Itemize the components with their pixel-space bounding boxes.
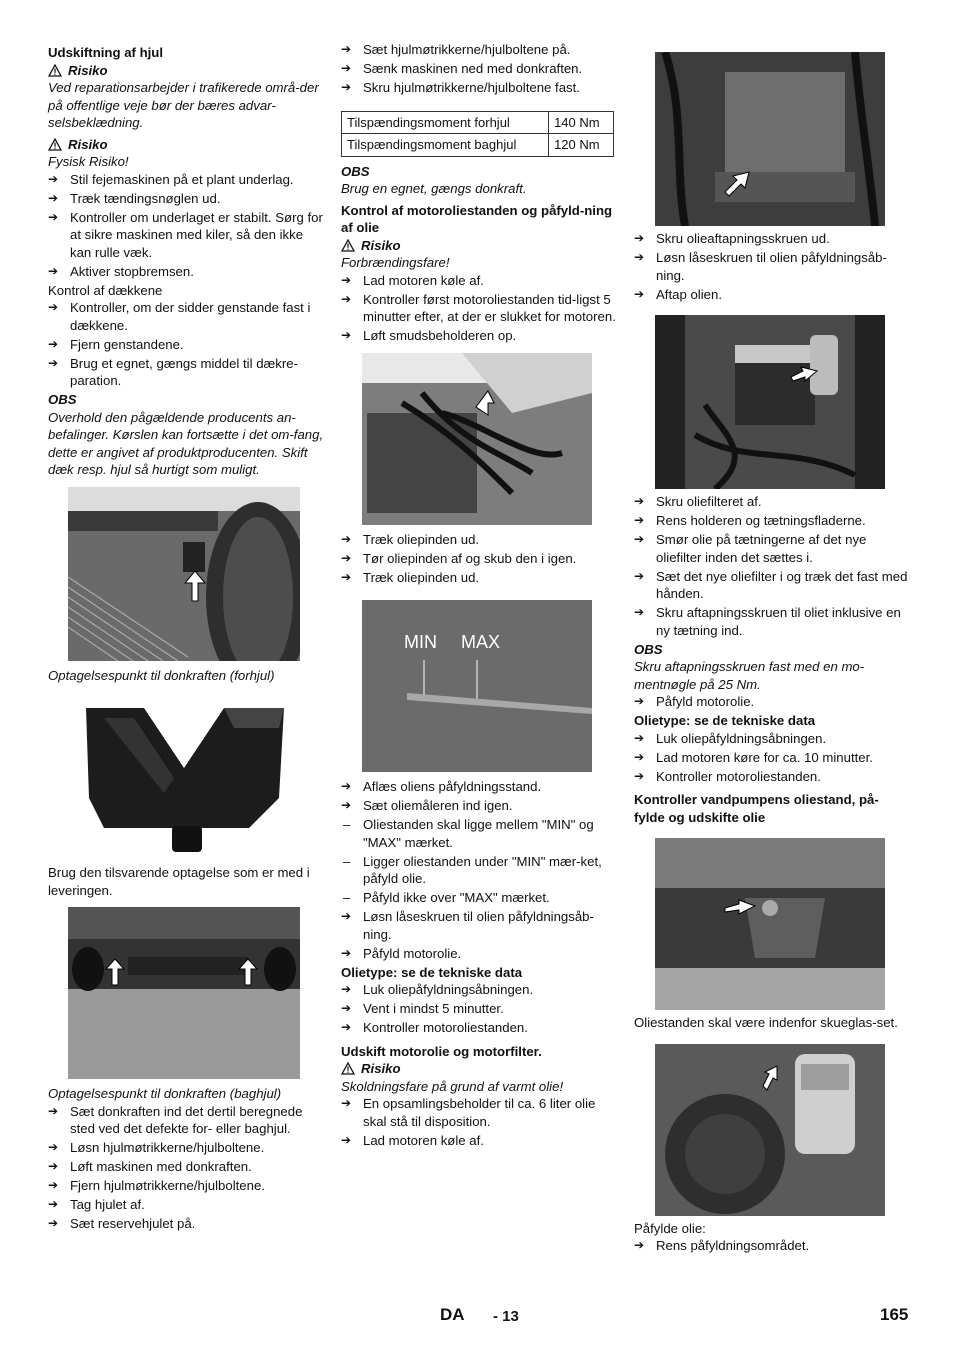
arrow-icon: ➔ [634,749,645,764]
step-list [48,299,324,390]
list-item: ➔ Løft smudsbeholderen op. [341,328,517,343]
figure-caption: Påfylde olie: [634,1220,706,1236]
list-item: ➔ Sæt donkraften ind det dertil beregnede sted ved det defekte for- eller baghjul. [48,1103,303,1136]
list-item: ➔ Løsn låseskruen til olien påfyldningsåb-ning. [341,909,594,942]
arrow-icon: ➔ [634,513,645,527]
arrow-icon: ➔ [341,569,352,584]
list-item: ➔ Luk oliepåfyldningsåbningen. [341,982,534,997]
obs-text: Skru aftapningsskruen fast med en mo-mentnøgle på 25 Nm. [634,659,865,692]
step-list [341,981,616,1037]
arrow-icon: ➔ [48,336,59,351]
list-item: ➔ Påfyld motorolie. [341,945,462,961]
list-item: ➔ Kontroller, om der sidder genstande fast i dækkene. [48,300,311,333]
torque-table [341,111,614,157]
risk-text: Skoldningsfare på grund af varmt olie! [341,1078,564,1094]
warning-icon [48,64,62,77]
step-list [341,531,616,587]
arrow-icon: ➔ [634,568,645,583]
arrow-icon: ➔ [634,1238,645,1252]
list-item: ➔ Tør oliepinden af og skub den i igen. [341,550,577,566]
table-cell: 140 Nm [549,111,614,134]
arrow-icon: ➔ [634,250,645,264]
arrow-icon: ➔ [48,355,59,370]
warning-icon [48,138,62,151]
list-item: ➔ Stil fejemaskinen på et plant underlag. [48,171,294,187]
list-item: ➔ Smør olie på tætningerne af det nye oliefilter inden det sættes i. [634,532,867,565]
oil-drain-screw-photo [655,52,885,226]
arrow-icon: ➔ [341,42,352,56]
arrow-icon: ➔ [48,1216,59,1230]
arrow-icon: ➔ [48,300,59,314]
rear-jack-point-photo [68,907,300,1079]
figure-caption: Optagelsespunkt til donkraften (forhjul) [48,667,275,683]
list-item: ➔ Tag hjulet af. [48,1197,145,1212]
step-list [341,272,616,345]
table-row [342,134,614,157]
step-list [341,1095,616,1149]
arrow-icon: ➔ [341,80,352,94]
risk-text: Forbrændingsfare! [341,255,450,270]
list-item: ➔ Luk oliepåfyldningsåbningen. [634,730,827,746]
figure-caption: Brug den tilsvarende optagelse som er med i leveringen. [48,865,310,898]
arrow-icon: ➔ [48,209,59,224]
footer-section-page: - 13 [493,1308,519,1325]
list-item: ➔ Træk tændingsnøglen ud. [48,190,221,206]
arrow-icon: ➔ [634,532,645,546]
list-item: ➔ Sæt hjulmøtrikkerne/hjulboltene på. [341,42,571,57]
table-cell: Tilspændingsmoment baghjul [342,134,549,157]
list-item: ➔ Brug et egnet, gængs middel til dækre-paration. [48,355,298,388]
arrow-icon: ➔ [48,1159,59,1173]
step-list [48,1103,324,1233]
arrow-icon: ➔ [634,286,645,301]
list-item: – Oliestanden skal ligge mellem "MIN" og "MAX" mærket. [343,817,594,850]
arrow-icon: ➔ [634,730,645,745]
arrow-icon: ➔ [341,982,352,996]
arrow-icon: ➔ [48,1103,59,1118]
arrow-icon: ➔ [341,1132,352,1147]
list-item: ➔ Rens påfyldningsområdet. [634,1238,810,1253]
list-item: ➔ Lad motoren køre for ca. 10 minutter. [634,749,873,765]
water-pump-fill-photo [655,1044,885,1216]
footer-page-number: 165 [880,1305,909,1324]
list-item: ➔ Kontroller først motoroliestanden tid-ligst 5 minutter efter, at der er slukket for motoren. [341,291,616,324]
list-item: ➔ Skru hjulmøtrikkerne/hjulboltene fast. [341,80,580,95]
arrow-icon: ➔ [48,1197,59,1211]
column-1 [48,44,324,1234]
table-cell: Tilspændingsmoment forhjul [342,111,549,134]
list-item: – Ligger oliestanden under "MIN" mær-ket, påfyld olie. [343,853,602,886]
list-item: ➔ Træk oliepinden ud. [341,531,480,547]
list-item: ➔ Skru olieaftapningsskruen ud. [634,231,830,246]
list-item: ➔ En opsamlingsbeholder til ca. 6 liter olie skal stå til disposition. [341,1096,596,1129]
arrow-icon: ➔ [341,531,352,546]
list-item: ➔ Rens holderen og tætningsfladerne. [634,513,866,528]
risk-label: Risiko [48,62,324,80]
subheading: Kontrol af dækkene [48,282,163,298]
jack-adapter-photo [74,698,296,858]
list-item: ➔ Træk oliepinden ud. [341,569,480,585]
list-item: ➔ Sæt oliemåleren ind igen. [341,798,513,813]
list-item: ➔ Sæt reservehjulet på. [48,1216,196,1231]
arrow-icon: ➔ [341,328,352,342]
list-item: ➔ Kontroller om underlaget er stabilt. Sørg for at sikre maskinen med kiler, så den ikke kan rulle væk. [48,209,323,260]
list-item: ➔ Kontroller motoroliestanden. [341,1020,528,1035]
list-item: ➔ Løft maskinen med donkraften. [48,1159,252,1174]
arrow-icon: ➔ [341,945,352,960]
list-item: ➔ Sænk maskinen ned med donkraften. [341,61,583,76]
list-item: ➔ Vent i mindst 5 minutter. [341,1001,504,1016]
list-item: ➔ Sæt det nye oliefilter i og træk det fast med hånden. [634,568,908,601]
table-row [342,111,614,134]
list-item: ➔ Påfyld motorolie. [634,694,755,709]
water-pump-sightglass-photo [655,838,885,1010]
warning-icon [341,239,355,252]
dipstick-graphic [362,600,592,772]
arrow-icon: ➔ [341,550,352,565]
list-item: ➔ Skru aftapningsskruen til oliet inklusive en ny tætning ind. [634,605,901,638]
figure-caption: Oliestanden skal være indenfor skueglas-set. [634,1015,898,1030]
column-2 [341,41,616,1151]
dipstick-max-label: MAX [461,632,501,652]
list-item: ➔ Løsn hjulmøtrikkerne/hjulboltene. [48,1140,265,1155]
step-list [341,41,616,97]
dipstick-min-max-photo [362,600,592,772]
step-list [634,230,909,303]
arrow-icon: ➔ [341,798,352,812]
arrow-icon: ➔ [341,291,352,306]
risk-text: Fysisk Risiko! [48,154,129,169]
section-title-oil-check: Kontrol af motoroliestanden og påfyld-ning af olie [341,202,613,235]
dipstick-min-label: MIN [404,632,437,652]
obs-label: OBS [341,163,370,179]
footer-language: DA [440,1305,465,1324]
arrow-icon: ➔ [634,231,645,245]
oil-filter-photo [655,315,885,489]
step-list [48,171,324,281]
list-item: ➔ Fjern hjulmøtrikkerne/hjulboltene. [48,1178,265,1193]
list-item: ➔ Fjern genstandene. [48,336,184,352]
figure-caption: Optagelsespunkt til donkraften (baghjul) [48,1086,282,1101]
arrow-icon: ➔ [48,171,59,186]
table-cell: 120 Nm [549,134,614,157]
risk-label: Risiko [48,136,324,154]
step-list [634,1237,909,1255]
step-list [634,493,909,639]
list-item: ➔ Aflæs oliens påfyldningsstand. [341,779,542,794]
arrow-icon: ➔ [341,909,352,923]
arrow-icon: ➔ [341,1096,352,1110]
arrow-icon: ➔ [634,694,645,708]
engine-dipstick-photo [362,353,592,525]
front-jack-point-photo [68,487,300,661]
arrow-icon: ➔ [48,1140,59,1154]
step-list [634,730,909,786]
step-list [341,778,616,962]
arrow-icon: ➔ [48,1178,59,1192]
obs-text: Overhold den pågældende producents an-befalinger. Kørslen kan fortsætte i det om-fang, dette er angivet af produktproducenten. Skift dæk resp. hjul så hurtigt som muligt. [48,409,324,477]
arrow-icon: ➔ [634,494,645,508]
list-item: ➔ Aftap olien. [634,286,722,302]
oil-type-heading: Olietype: se de tekniske data [634,713,816,728]
section-title-wheel-change: Udskiftning af hjul [48,45,164,60]
arrow-icon: ➔ [634,768,645,783]
column-3 [634,52,909,1256]
arrow-icon: ➔ [48,190,59,205]
list-item: ➔ Løsn låseskruen til olien påfyldningsåb-ning. [634,250,887,283]
list-item: ➔ Kontroller motoroliestanden. [634,768,821,784]
arrow-icon: ➔ [341,779,352,793]
arrow-icon: ➔ [341,272,352,287]
obs-label: OBS [634,641,663,657]
list-item: ➔ Lad motoren køle af. [341,272,484,288]
obs-text: Brug en egnet, gængs donkraft. [341,181,527,196]
arrow-icon: ➔ [341,1020,352,1034]
arrow-icon: ➔ [341,61,352,75]
risk-label: Risiko [341,1060,616,1078]
list-item: ➔ Lad motoren køle af. [341,1132,484,1148]
risk-text: Ved reparationsarbejder i trafikerede områ-der på offentlige veje bør der bæres advar-selsbeklædning. [48,80,319,130]
list-item: – Påfyld ikke over "MAX" mærket. [343,890,550,905]
step-list [634,693,909,711]
section-title-water-pump: Kontroller vandpumpens oliestand, på-fylde og udskifte olie [634,792,879,825]
obs-label: OBS [48,392,77,407]
arrow-icon: ➔ [48,263,59,278]
warning-icon [341,1062,355,1075]
list-item: ➔ Aktiver stopbremsen. [48,263,194,279]
arrow-icon: ➔ [341,1001,352,1015]
section-title-oil-change: Udskift motorolie og motorfilter. [341,1043,542,1059]
list-item: ➔ Skru oliefilteret af. [634,494,762,509]
oil-type-heading: Olietype: se de tekniske data [341,964,523,980]
risk-label: Risiko [341,237,616,255]
arrow-icon: ➔ [634,605,645,619]
